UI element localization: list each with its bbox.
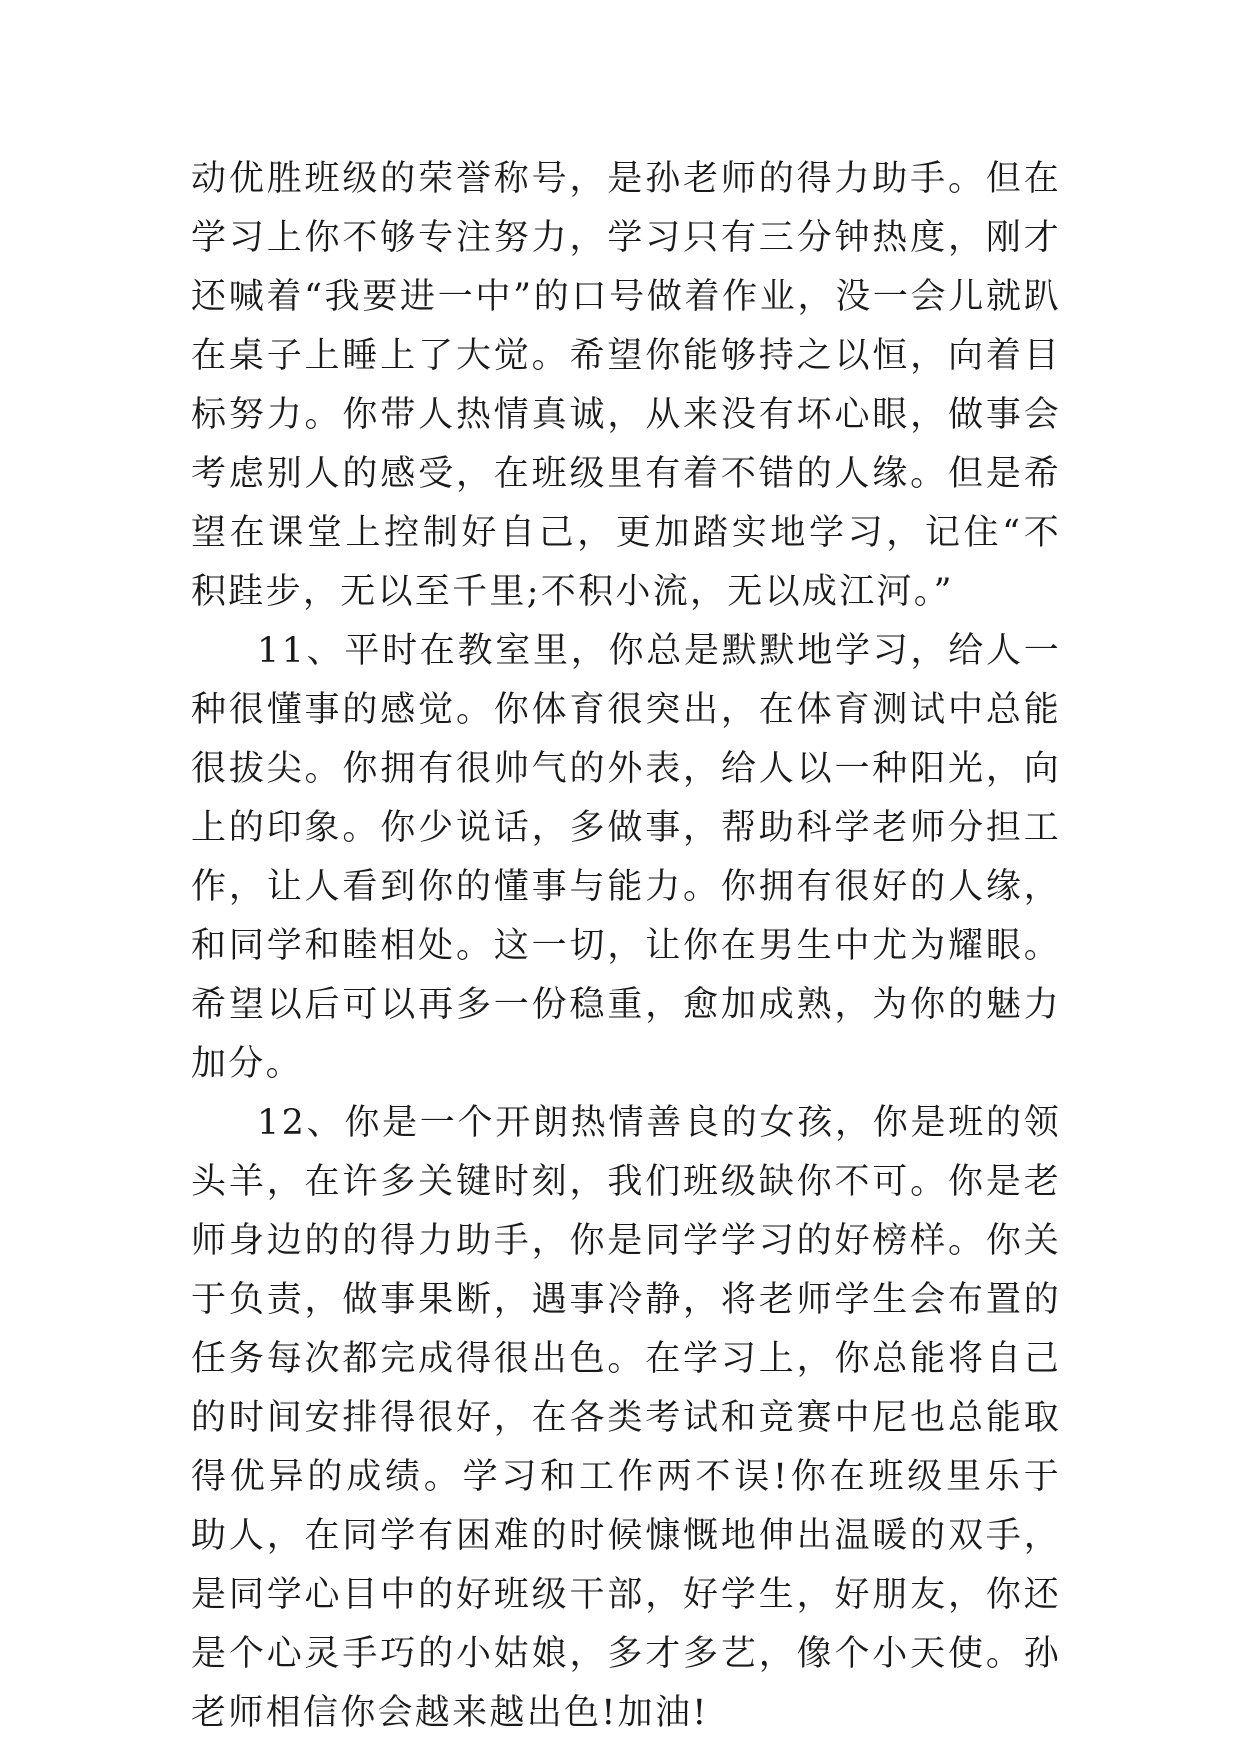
document-body xyxy=(191,150,1061,1743)
paragraph-item-12: 12、你是一个开朗热情善良的女孩，你是班的领头羊，在许多关键时刻，我们班级缺你不可。你是老师身边的的得力助手，你是同学学习的好榜样。你关于负责，做事果断，遇事冷静，将老师学生会布置的任务每次都完成得很出色。在学习上，你总能将自己的时间安排得很好，在各类考试和竞赛中尼也总能取得优异的成绩。学习和工作两不误!你在班级里乐于助人，在同学有困难的时候慷慨地伸出温暖的双手，是同学心目中的好班级干部，好学生，好朋友，你还是个心灵手巧的小姑娘，多才多艺，像个小天使。孙老师相信你会越来越出色!加油! xyxy=(191,1103,1061,1733)
paragraph-item-11: 11、平时在教室里，你总是默默地学习，给人一种很懂事的感觉。你体育很突出，在体育测试中总能很拔尖。你拥有很帅气的外表，给人以一种阳光，向上的印象。你少说话，多做事，帮助科学老师分担工作，让人看到你的懂事与能力。你拥有很好的人缘，和同学和睦相处。这一切，让你在男生中尤为耀眼。希望以后可以再多一份稳重，愈加成熟，为你的魅力加分。 xyxy=(191,631,1061,1084)
paragraph-continued: 动优胜班级的荣誉称号，是孙老师的得力助手。但在学习上你不够专注努力，学习只有三分钟热度，刚才还喊着“我要进一中”的口号做着作业，没一会儿就趴在桌子上睡上了大觉。希望你能够持之以恒，向着目标努力。你带人热情真诚，从来没有坏心眼，做事会考虑别人的感受，在班级里有着不错的人缘。但是希望在课堂上控制好自己，更加踏实地学习，记住“不积跬步，无以至千里;不积小流，无以成江河。” xyxy=(191,159,1061,612)
